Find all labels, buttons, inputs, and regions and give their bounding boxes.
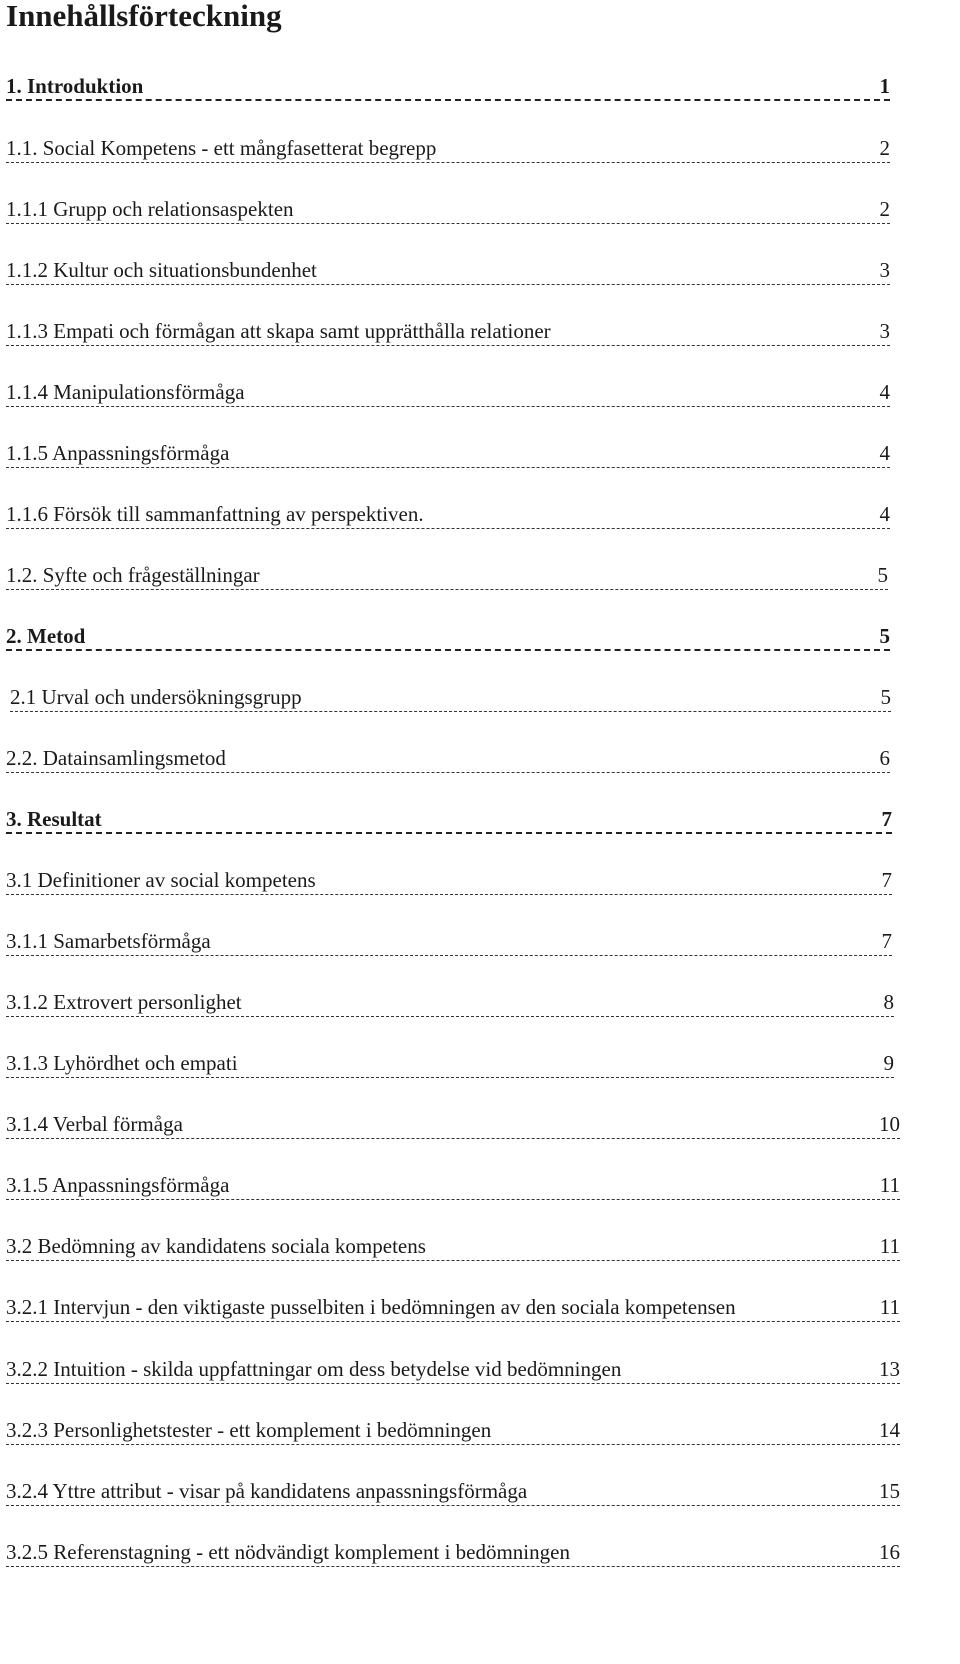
toc-entry-page-number: 4 — [879, 380, 890, 404]
toc-entry-page-number: 11 — [879, 1295, 900, 1319]
toc-entry[interactable] — [6, 989, 894, 1017]
toc-entry[interactable] — [10, 684, 891, 712]
toc-entry-page-number: 5 — [879, 624, 890, 648]
page-title: Innehållsförteckning — [6, 0, 282, 33]
toc-entry-label: 3.1 Definitioner av social kompetens — [6, 868, 316, 892]
toc-entry-label: 1.1.1 Grupp och relationsaspekten — [6, 197, 294, 221]
toc-entry-label: 3.1.4 Verbal förmåga — [6, 1112, 183, 1136]
toc-entry-label: 2.1 Urval och undersökningsgrupp — [10, 685, 302, 709]
toc-entry-label: 1.2. Syfte och frågeställningar — [6, 563, 260, 587]
toc-entry-label: 1.1.2 Kultur och situationsbundenhet — [6, 258, 317, 282]
toc-entry-label: 1.1. Social Kompetens - ett mångfasetterat begrepp — [6, 136, 437, 160]
toc-entry[interactable] — [6, 73, 890, 101]
toc-entry-page-number: 7 — [881, 868, 892, 892]
toc-entry-label: 3.2 Bedömning av kandidatens sociala kompetens — [6, 1234, 426, 1258]
toc-entry[interactable] — [6, 440, 890, 468]
toc-entry[interactable] — [6, 1050, 894, 1078]
toc-entry[interactable] — [6, 1172, 900, 1200]
toc-entry-label: 1.1.4 Manipulationsförmåga — [6, 380, 245, 404]
toc-entry-page-number: 9 — [883, 1051, 894, 1075]
toc-entry[interactable] — [6, 1233, 900, 1261]
toc-entry[interactable] — [6, 257, 890, 285]
toc-entry-page-number: 2 — [879, 197, 890, 221]
toc-entry[interactable] — [6, 1294, 900, 1322]
toc-entry-label: 2.2. Datainsamlingsmetod — [6, 746, 226, 770]
toc-entry[interactable] — [6, 745, 890, 773]
toc-entry-page-number: 16 — [879, 1540, 900, 1564]
toc-entry[interactable] — [6, 806, 892, 834]
toc-entry-page-number: 11 — [879, 1234, 900, 1258]
toc-entry[interactable] — [6, 1111, 900, 1139]
toc-entry-page-number: 13 — [879, 1357, 900, 1381]
toc-entry-label: 1.1.5 Anpassningsförmåga — [6, 441, 230, 465]
toc-entry-page-number: 1 — [879, 74, 890, 98]
toc-entry[interactable] — [6, 1478, 900, 1506]
toc-entry-label: 2. Metod — [6, 624, 86, 648]
toc-entry[interactable] — [6, 867, 892, 895]
toc-entry-page-number: 6 — [879, 746, 890, 770]
toc-entry-page-number: 5 — [877, 563, 888, 587]
toc-entry-label: 3.2.1 Intervjun - den viktigaste pusselbiten i bedömningen av den sociala kompetensen — [6, 1295, 736, 1319]
toc-entry-page-number: 11 — [879, 1173, 900, 1197]
toc-entry-label: 1.1.6 Försök till sammanfattning av perspektiven. — [6, 502, 424, 526]
toc-entry-page-number: 7 — [881, 929, 892, 953]
toc-entry-page-number: 7 — [881, 807, 892, 831]
toc-entry-page-number: 3 — [879, 258, 890, 282]
toc-entry-page-number: 10 — [879, 1112, 900, 1136]
toc-entry-label: 3.1.5 Anpassningsförmåga — [6, 1173, 230, 1197]
toc-entry[interactable] — [6, 1539, 900, 1567]
toc-entry-label: 3.2.3 Personlighetstester - ett komplement i bedömningen — [6, 1418, 492, 1442]
toc-entry[interactable] — [6, 196, 890, 224]
toc-entry-label: 3. Resultat — [6, 807, 102, 831]
toc-entry[interactable] — [6, 1356, 900, 1384]
toc-entry[interactable] — [6, 928, 892, 956]
toc-entry-page-number: 3 — [879, 319, 890, 343]
toc-entry-label: 3.2.2 Intuition - skilda uppfattningar om dess betydelse vid bedömningen — [6, 1357, 622, 1381]
toc-entry[interactable] — [6, 135, 890, 163]
toc-entry[interactable] — [6, 623, 890, 651]
toc-entry-label: 3.1.2 Extrovert personlighet — [6, 990, 242, 1014]
toc-entry-page-number: 2 — [879, 136, 890, 160]
toc-entry-page-number: 8 — [883, 990, 894, 1014]
toc-entry-label: 3.2.4 Yttre attribut - visar på kandidatens anpassningsförmåga — [6, 1479, 528, 1503]
toc-entry[interactable] — [6, 562, 888, 590]
toc-entry[interactable] — [6, 379, 890, 407]
toc-entry[interactable] — [6, 318, 890, 346]
toc-entry-label: 3.1.3 Lyhördhet och empati — [6, 1051, 238, 1075]
toc-entry-page-number: 14 — [879, 1418, 900, 1442]
toc-entry-label: 1.1.3 Empati och förmågan att skapa samt upprätthålla relationer — [6, 319, 551, 343]
toc-entry-label: 3.1.1 Samarbetsförmåga — [6, 929, 211, 953]
toc-entry-label: 3.2.5 Referenstagning - ett nödvändigt komplement i bedömningen — [6, 1540, 570, 1564]
toc-entry-page-number: 4 — [879, 441, 890, 465]
toc-entry-page-number: 15 — [879, 1479, 900, 1503]
toc-entry-label: 1. Introduktion — [6, 74, 144, 98]
toc-entry[interactable] — [6, 501, 890, 529]
toc-entry-page-number: 4 — [879, 502, 890, 526]
toc-entry-page-number: 5 — [880, 685, 891, 709]
toc-entry[interactable] — [6, 1417, 900, 1445]
